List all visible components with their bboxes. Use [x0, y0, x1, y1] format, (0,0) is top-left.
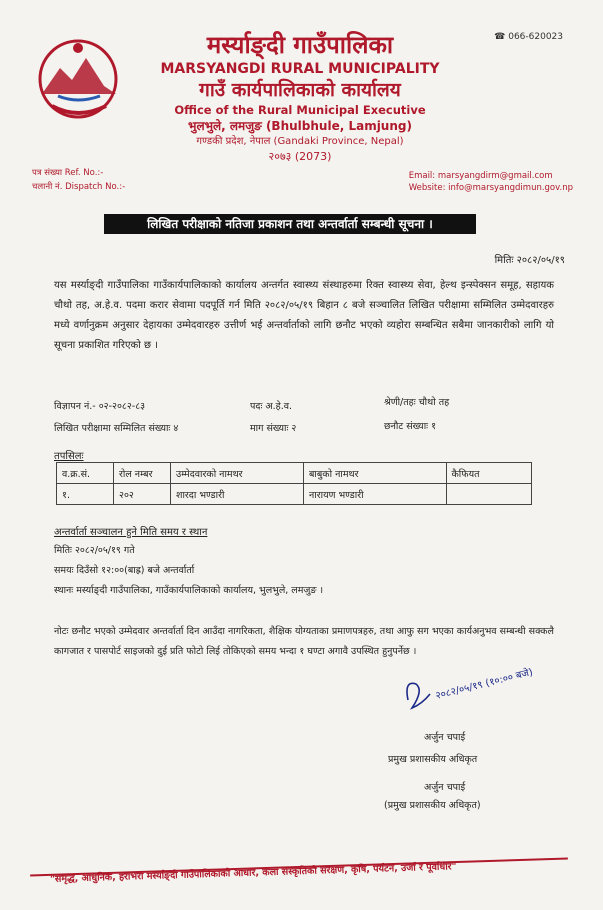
signatory-name: अर्जुन चपाई [424, 732, 466, 743]
advert-number: विज्ञापन नं.- ०२-२०८२-८३ [54, 401, 146, 412]
table-cell: १. [57, 484, 114, 505]
notice-body: यस मर्स्याङ्दी गाउँपालिका गाउँकार्यपालिकाको कार्यालय अन्तर्गत स्वास्थ्य संस्थाहरुमा रिक्त स्वास्थ्य सेवा, हेल्थ इन्स्पेक्सन समूह, सहायक चौथो तह, अ.हे.व. पदमा करार सेवामा पदपूर्ति गर्न मिति २०८२/०५/१९ बिहान ८ बजे सञ्चालित लिखित परीक्षामा सम्मिलित उम्मेदवारहरु मध्ये वर्णानुक्रम अनुसार देहायका उम्मेदवारहरु उत्तीर्ण भई अन्तर्वार्ताको लागि छनौट भएको व्यहोरा सम्बन्धित सबैमा जानकारीको लागि यो सूचना प्रकाशित गरिएको छ । [54, 280, 554, 351]
column-header: बाबुको नामथर [304, 463, 447, 484]
table-cell: शारदा भण्डारी [171, 484, 304, 505]
column-header: रोल नम्बर [114, 463, 171, 484]
letterhead [120, 30, 480, 165]
office-name-en: Office of the Rural Municipal Executive [174, 103, 426, 117]
signatory-title-stamp: (प्रमुख प्रशासकीय अधिकृत) [384, 800, 481, 811]
exam-candidate-count: लिखित परीक्षामा सम्मिलित संख्याः ४ [54, 423, 179, 434]
details-label: तपसिलः [54, 451, 84, 462]
table-header-row [57, 463, 532, 484]
municipality-name-np: मर्स्याङ्दी गाउँपालिका [206, 31, 394, 59]
office-name-np: गाउँ कार्यपालिकाको कार्यालय [199, 79, 401, 101]
established-year: २०७३ (2073) [268, 150, 332, 163]
notice-note: नोटः छनौट भएको उम्मेदवार अन्तर्वार्ता दिन आउँदा नागरिकता, शैक्षिक योग्यताका प्रमाणपत्रहरु, तथा आफु सग भएका कार्यअनुभव सम्बन्धी सक्कलै कागजात र पासपोर्ट साइजको दुई प्रति फोटो लिई तोकिएको समय भन्दा १ घण्टा अगावै उपस्थित हुनुपर्नेछ । [54, 626, 554, 657]
address-line-1: भुलभुले, लमजुङ (Bhulbhule, Lamjung) [188, 119, 412, 133]
table-cell: २०२ [114, 484, 171, 505]
level-info: श्रेणी/तहः चौथो तह [384, 397, 450, 408]
demand-count: माग संख्याः २ [250, 423, 297, 434]
interview-title: अन्तर्वार्ता सञ्चालन हुने मिति समय र स्थान [54, 527, 208, 538]
column-header: व.क्र.सं. [57, 463, 114, 484]
handwritten-date: २०८२/०५/१९ (१०:०० बजे) [434, 667, 535, 702]
contact-block [409, 170, 573, 194]
footer-slogan: "समृद्ध, आधुनिक, हराभरा मर्स्याङ्दी गाउँपालिकाको आधार, कला संस्कृतिको संरक्षण, कृषि, पर्यटन, उर्जा र पूर्वाधार" [49, 861, 457, 885]
interview-date: मितिः २०८२/०५/१९ गते [54, 545, 135, 556]
reference-block [32, 166, 125, 194]
dispatch-number: चलानी नं. Dispatch No.:- [32, 182, 126, 192]
notice-title: लिखित परीक्षाको नतिजा प्रकाशन तथा अन्तर्वार्ता सम्बन्धी सूचना । [104, 214, 476, 234]
handwritten-annotation [400, 667, 550, 720]
column-header: कैफियत [446, 463, 532, 484]
phone-number: ☎ 066-620023 [494, 32, 563, 42]
ref-number: पत्र संख्या Ref. No.:- [32, 168, 104, 178]
interview-place: स्थानः मर्स्याङ्दी गाउँपालिका, गाउँकार्यपालिकाको कार्यालय, भुलभुले, लमजुङ । [54, 585, 324, 596]
table-cell [446, 484, 532, 505]
interview-time: समयः दिउँसो १२:००(बाह्र) बजे अन्तर्वार्ता [54, 565, 195, 576]
selected-count: छनौट संख्याः १ [384, 421, 437, 432]
results-table [56, 462, 532, 505]
signatory-name-stamp: अर्जुन चपाई [424, 782, 466, 793]
table-cell: नारायण भण्डारी [304, 484, 447, 505]
email-address: Email: marsyangdirm@gmail.com [408, 171, 553, 181]
notice-date: मितिः २०८२/०५/१९ [494, 255, 565, 266]
signatory-title: प्रमुख प्रशासकीय अधिकृत [388, 754, 478, 765]
website-address: Website: info@marsyangdimun.gov.np [408, 183, 573, 193]
post-name: पदः अ.हे.व. [250, 401, 293, 412]
address-line-2: गण्डकी प्रदेश, नेपाल (Gandaki Province, Nepal) [196, 136, 404, 147]
table-row [57, 484, 532, 505]
municipality-name-en: MARSYANGDI RURAL MUNICIPALITY [160, 61, 440, 77]
column-header: उम्मेदवारको नामथर [171, 463, 304, 484]
